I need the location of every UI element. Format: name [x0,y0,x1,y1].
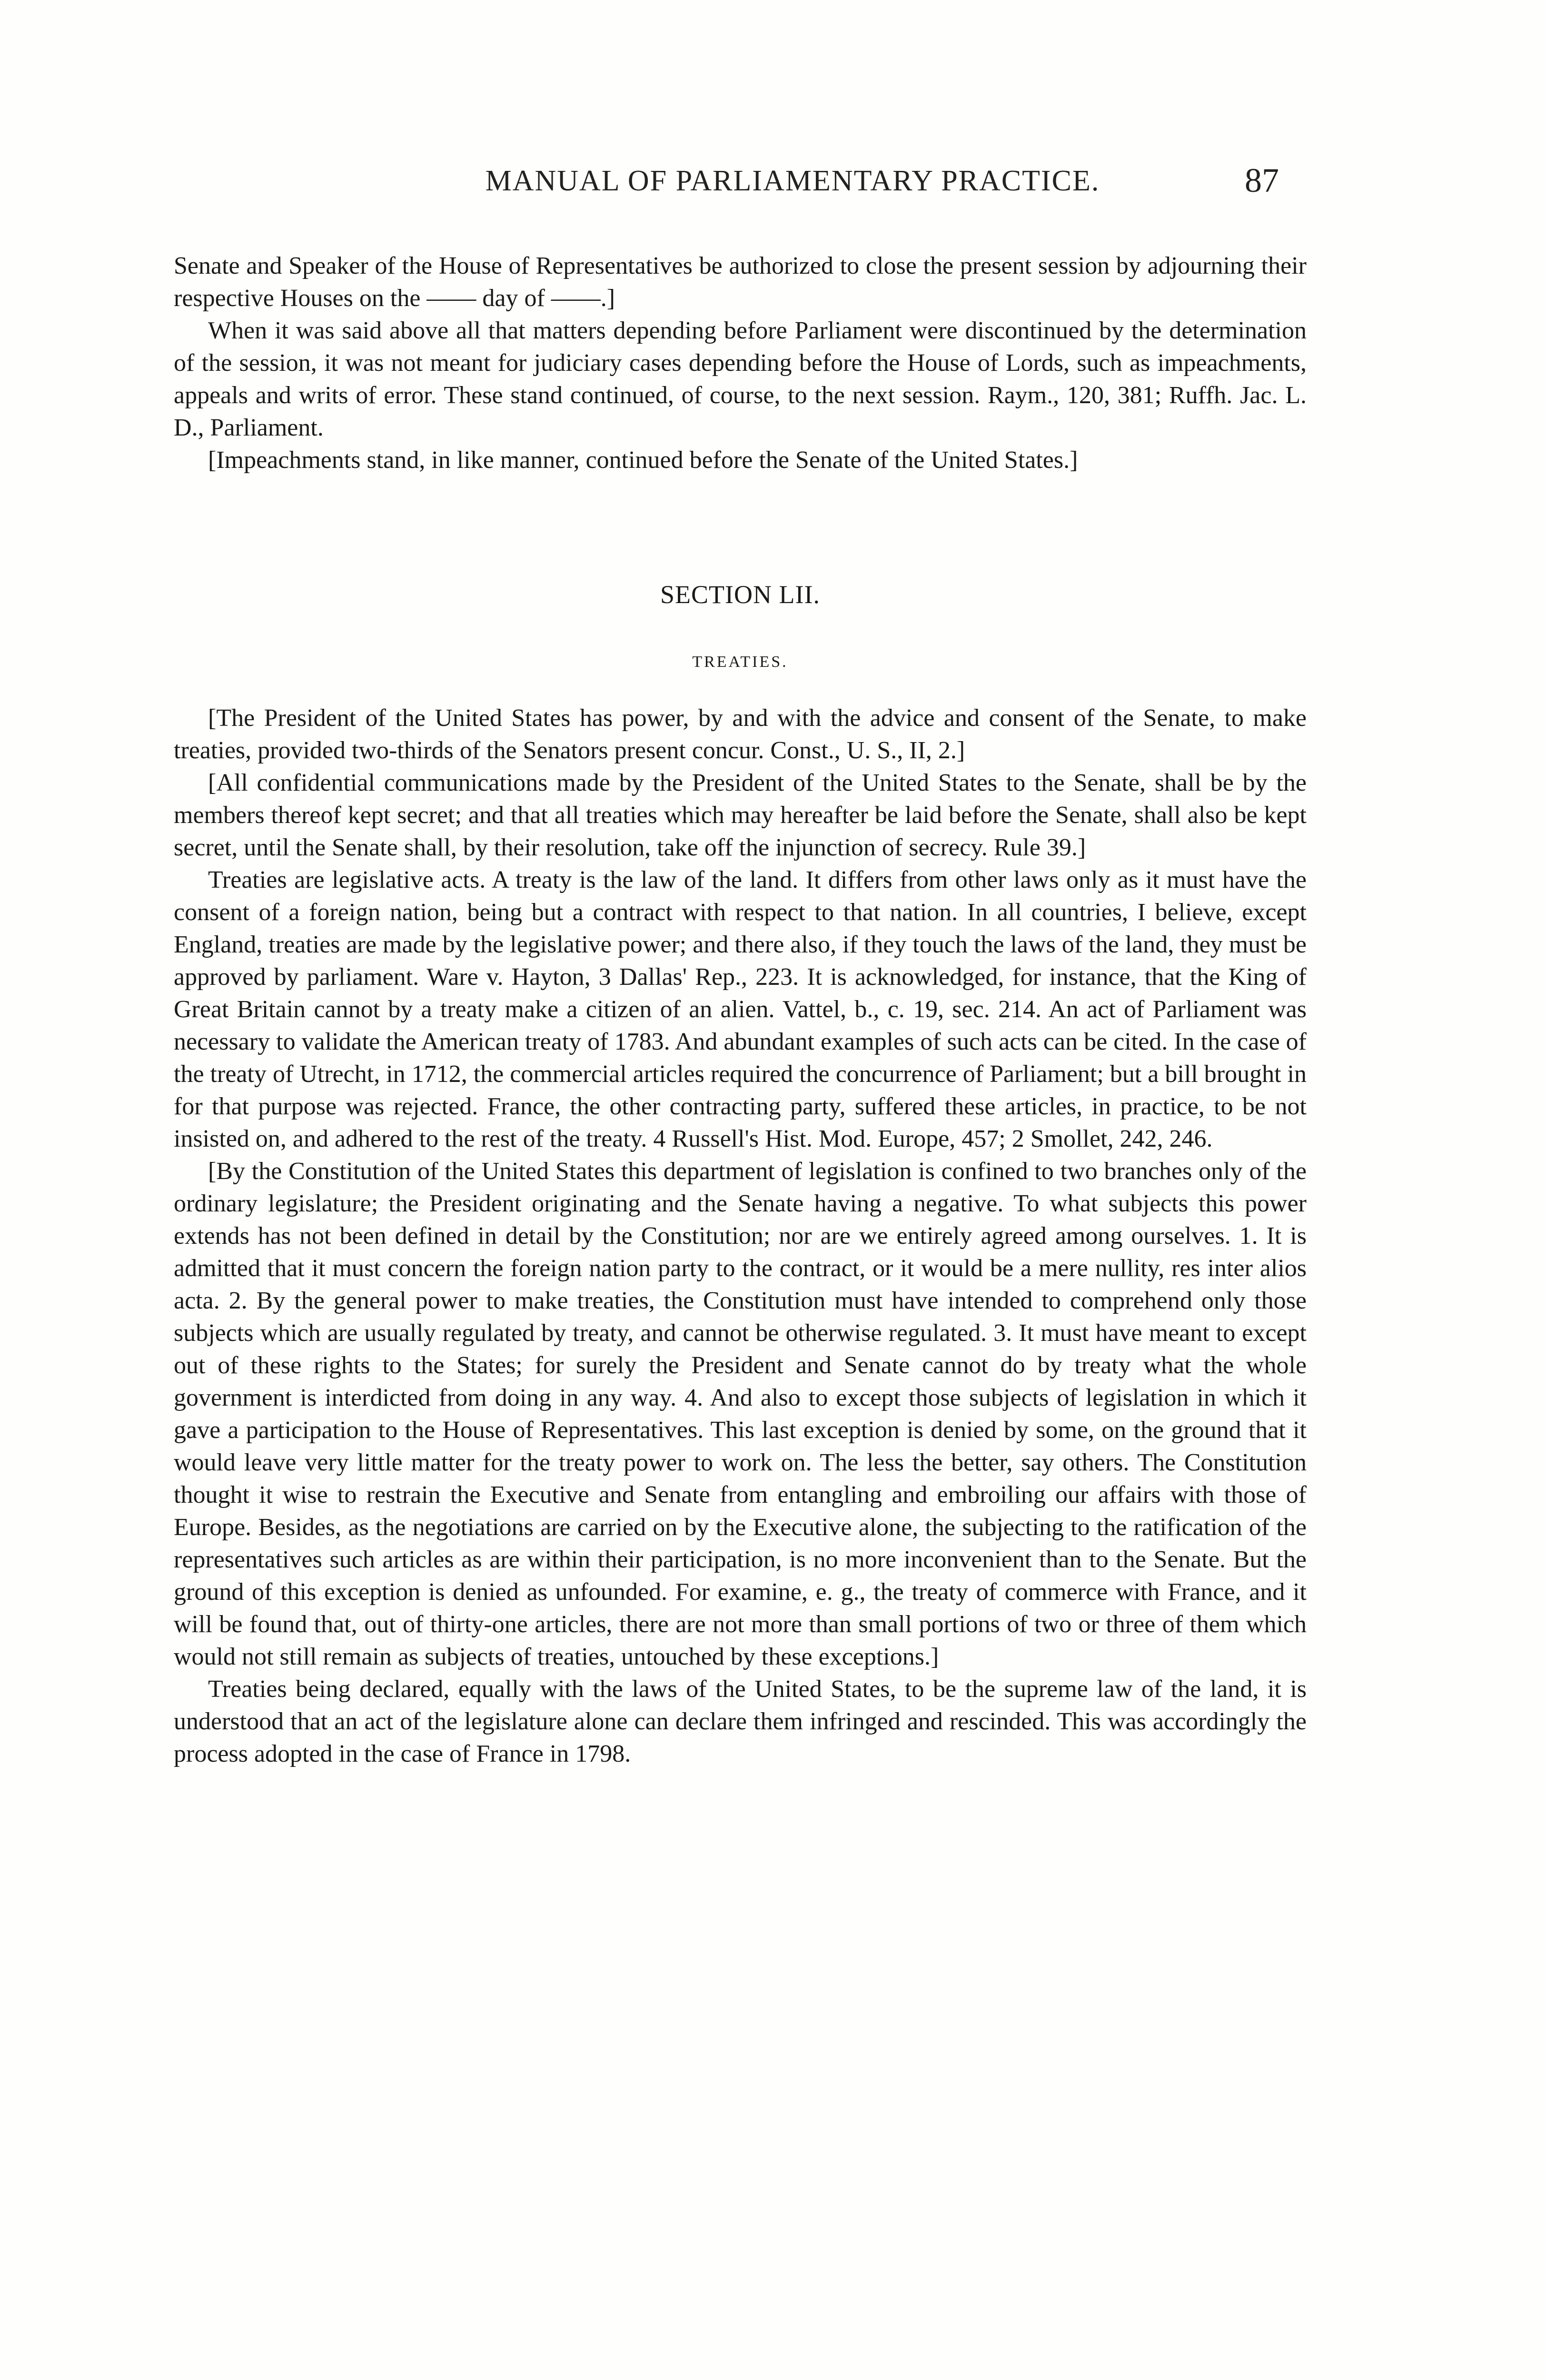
top-text-block [174,250,1307,476]
section-subheading: TREATIES. [692,653,788,671]
main-text-block [174,702,1307,1770]
running-header: MANUAL OF PARLIAMENTARY PRACTICE. [485,165,1100,197]
paragraph: [The President of the United States has power, by and with the advice and consent of the Senate, to make treaties, provided two-thirds of the Senators present concur. Const., U. S., II, 2.] [174,704,1307,764]
section-heading: SECTION LII. [660,580,820,609]
paragraph: Treaties being declared, equally with the laws of the United States, to be the supreme law of the land, it is understood that an act of the legislature alone can declare them infringed and rescinded. This was accordingly the process adopted in the case of France in 1798. [174,1676,1307,1767]
page-number: 87 [1245,161,1279,199]
paragraph: Senate and Speaker of the House of Representatives be authorized to close the present session by adjourning their respective Houses on the —— day of ——.] [174,252,1307,312]
paragraph: [By the Constitution of the United States this department of legislation is confined to two branches only of the ordinary legislature; the President originating and the Senate having a negative. To what subjects this power extends has not been defined in detail by the Constitution; nor are we entirely agreed among ourselves. 1. It is admitted that it must concern the foreign nation party to the contract, or it would be a mere nullity, res inter alios acta. 2. By the general power to make treaties, the Constitution must have intended to comprehend only those subjects which are usually regulated by treaty, and cannot be otherwise regulated. 3. It must have meant to except out of these rights to the States; for surely the President and Senate cannot do by treaty what the whole government is interdicted from doing in any way. 4. And also to except those subjects of legislation in which it gave a participation to the House of Representatives. This last exception is denied by some, on the ground that it would leave very little matter for the treaty power to work on. The less the better, say others. The Constitution thought it wise to restrain the Executive and Senate from entangling and embroiling our affairs with those of Europe. Besides, as the negotiations are carried on by the Executive alone, the subjecting to the ratification of the representatives such articles as are within their participation, is no more inconvenient than to the Senate. But the ground of this exception is denied as unfounded. For examine, e. g., the treaty of commerce with France, and it will be found that, out of thirty-one articles, there are not more than small portions of two or three of them which would not still remain as subjects of treaties, untouched by these exceptions.] [174,1158,1307,1670]
paragraph: [All confidential communications made by the President of the United States to the Senate, shall be by the members thereof kept secret; and that all treaties which may hereafter be laid before the Senate, shall also be kept secret, until the Senate shall, by their resolution, take off the injunction of secrecy. Rule 39.] [174,769,1307,861]
paragraph: When it was said above all that matters depending before Parliament were discontinued by the determination of the session, it was not meant for judiciary cases depending before the House of Lords, such as impeachments, appeals and writs of error. These stand continued, of course, to the next session. Raym., 120, 381; Ruffh. Jac. L. D., Parliament. [174,317,1307,441]
paragraph: [Impeachments stand, in like manner, continued before the Senate of the United States.] [208,446,1078,474]
paragraph: Treaties are legislative acts. A treaty is the law of the land. It differs from other laws only as it must have the consent of a foreign nation, being but a contract with respect to that nation. In all countries, I believe, except England, treaties are made by the legislative power; and there also, if they touch the laws of the land, they must be approved by parliament. Ware v. Hayton, 3 Dallas' Rep., 223. It is acknowledged, for instance, that the King of Great Britain cannot by a treaty make a citizen of an alien. Vattel, b., c. 19, sec. 214. An act of Parliament was necessary to validate the American treaty of 1783. And abundant examples of such acts can be cited. In the case of the treaty of Utrecht, in 1712, the commercial articles required the concurrence of Parliament; but a bill brought in for that purpose was rejected. France, the other contracting party, suffered these articles, in practice, to be not insisted on, and adhered to the rest of the treaty. 4 Russell's Hist. Mod. Europe, 457; 2 Smollet, 242, 246. [174,866,1307,1152]
